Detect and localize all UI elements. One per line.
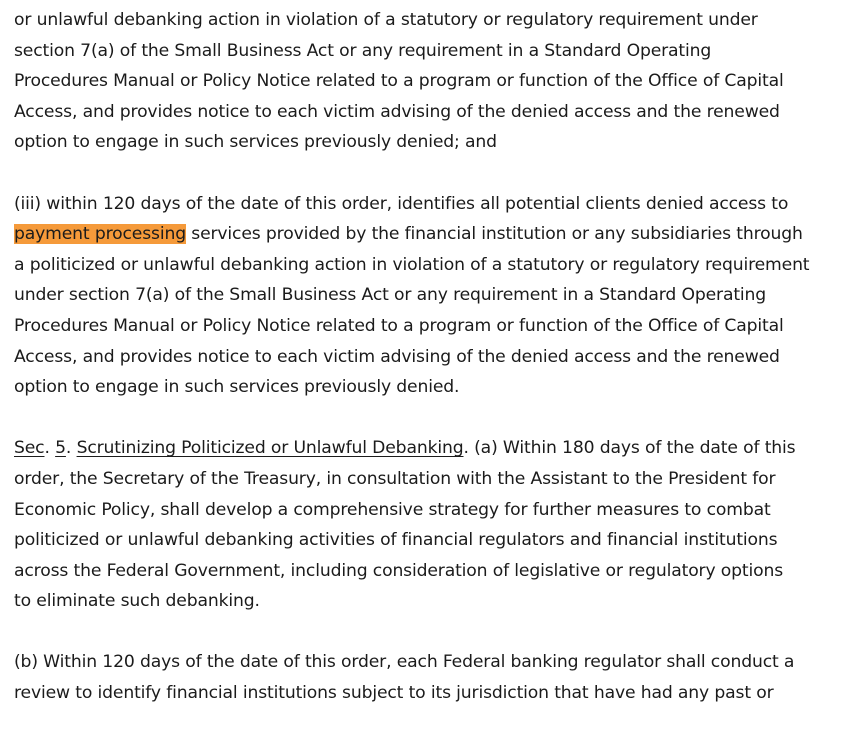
sec-number: 5 [55, 438, 66, 459]
document-body [14, 5, 844, 739]
text-line: order, the Secretary of the Treasury, in consultation with the Assistant to the President for [14, 468, 776, 489]
section-heading: Scrutinizing Politicized or Unlawful Debanking [76, 438, 464, 459]
text-line: a politicized or unlawful debanking action in violation of a statutory or regulatory requirement [14, 254, 810, 275]
sec-number-dot: . [65, 438, 77, 459]
text-line: to eliminate such debanking. [14, 591, 260, 612]
paragraph-iii [14, 189, 844, 403]
text-line: Procedures Manual or Policy Notice related to a program or function of the Office of Capital [14, 71, 784, 92]
text-line: across the Federal Government, including consideration of legislative or regulatory options [14, 560, 784, 581]
search-highlight: payment processing [14, 224, 186, 245]
sec-label: Sec [14, 438, 45, 459]
text-line-with-highlight [14, 219, 844, 250]
text-line: under section 7(a) of the Small Business Act or any requirement in a Standard Operating [14, 285, 767, 306]
paragraph-b [14, 647, 844, 708]
sec-dot: . [44, 438, 56, 459]
text-line: Procedures Manual or Policy Notice related to a program or function of the Office of Capital [14, 315, 784, 336]
paragraph-ii-continued [14, 5, 844, 158]
text-line: review to identify financial institutions subject to its jurisdiction that have had any past or [14, 683, 774, 704]
text-line: Access, and provides notice to each victim advising of the denied access and the renewed [14, 101, 780, 122]
text-line: Economic Policy, shall develop a comprehensive strategy for further measures to combat [14, 499, 771, 520]
text-line: option to engage in such services previously denied. [14, 377, 460, 398]
section-5 [14, 433, 844, 617]
text-line: (b) Within 120 days of the date of this order, each Federal banking regulator shall conduct a [14, 652, 795, 673]
text-fragment: services provided by the financial institution or any subsidiaries through [185, 224, 803, 245]
text-line: option to engage in such services previously denied; and [14, 132, 497, 153]
section-heading-line [14, 433, 844, 464]
text-line: or unlawful debanking action in violation of a statutory or regulatory requirement under [14, 10, 758, 30]
text-line: section 7(a) of the Small Business Act or any requirement in a Standard Operating [14, 40, 712, 61]
text-line: (iii) within 120 days of the date of this order, identifies all potential clients denied access to [14, 193, 789, 214]
text-fragment: . (a) Within 180 days of the date of this [463, 438, 796, 459]
text-line: politicized or unlawful debanking activities of financial regulators and financial institutions [14, 530, 778, 551]
text-line: Access, and provides notice to each victim advising of the denied access and the renewed [14, 346, 780, 367]
